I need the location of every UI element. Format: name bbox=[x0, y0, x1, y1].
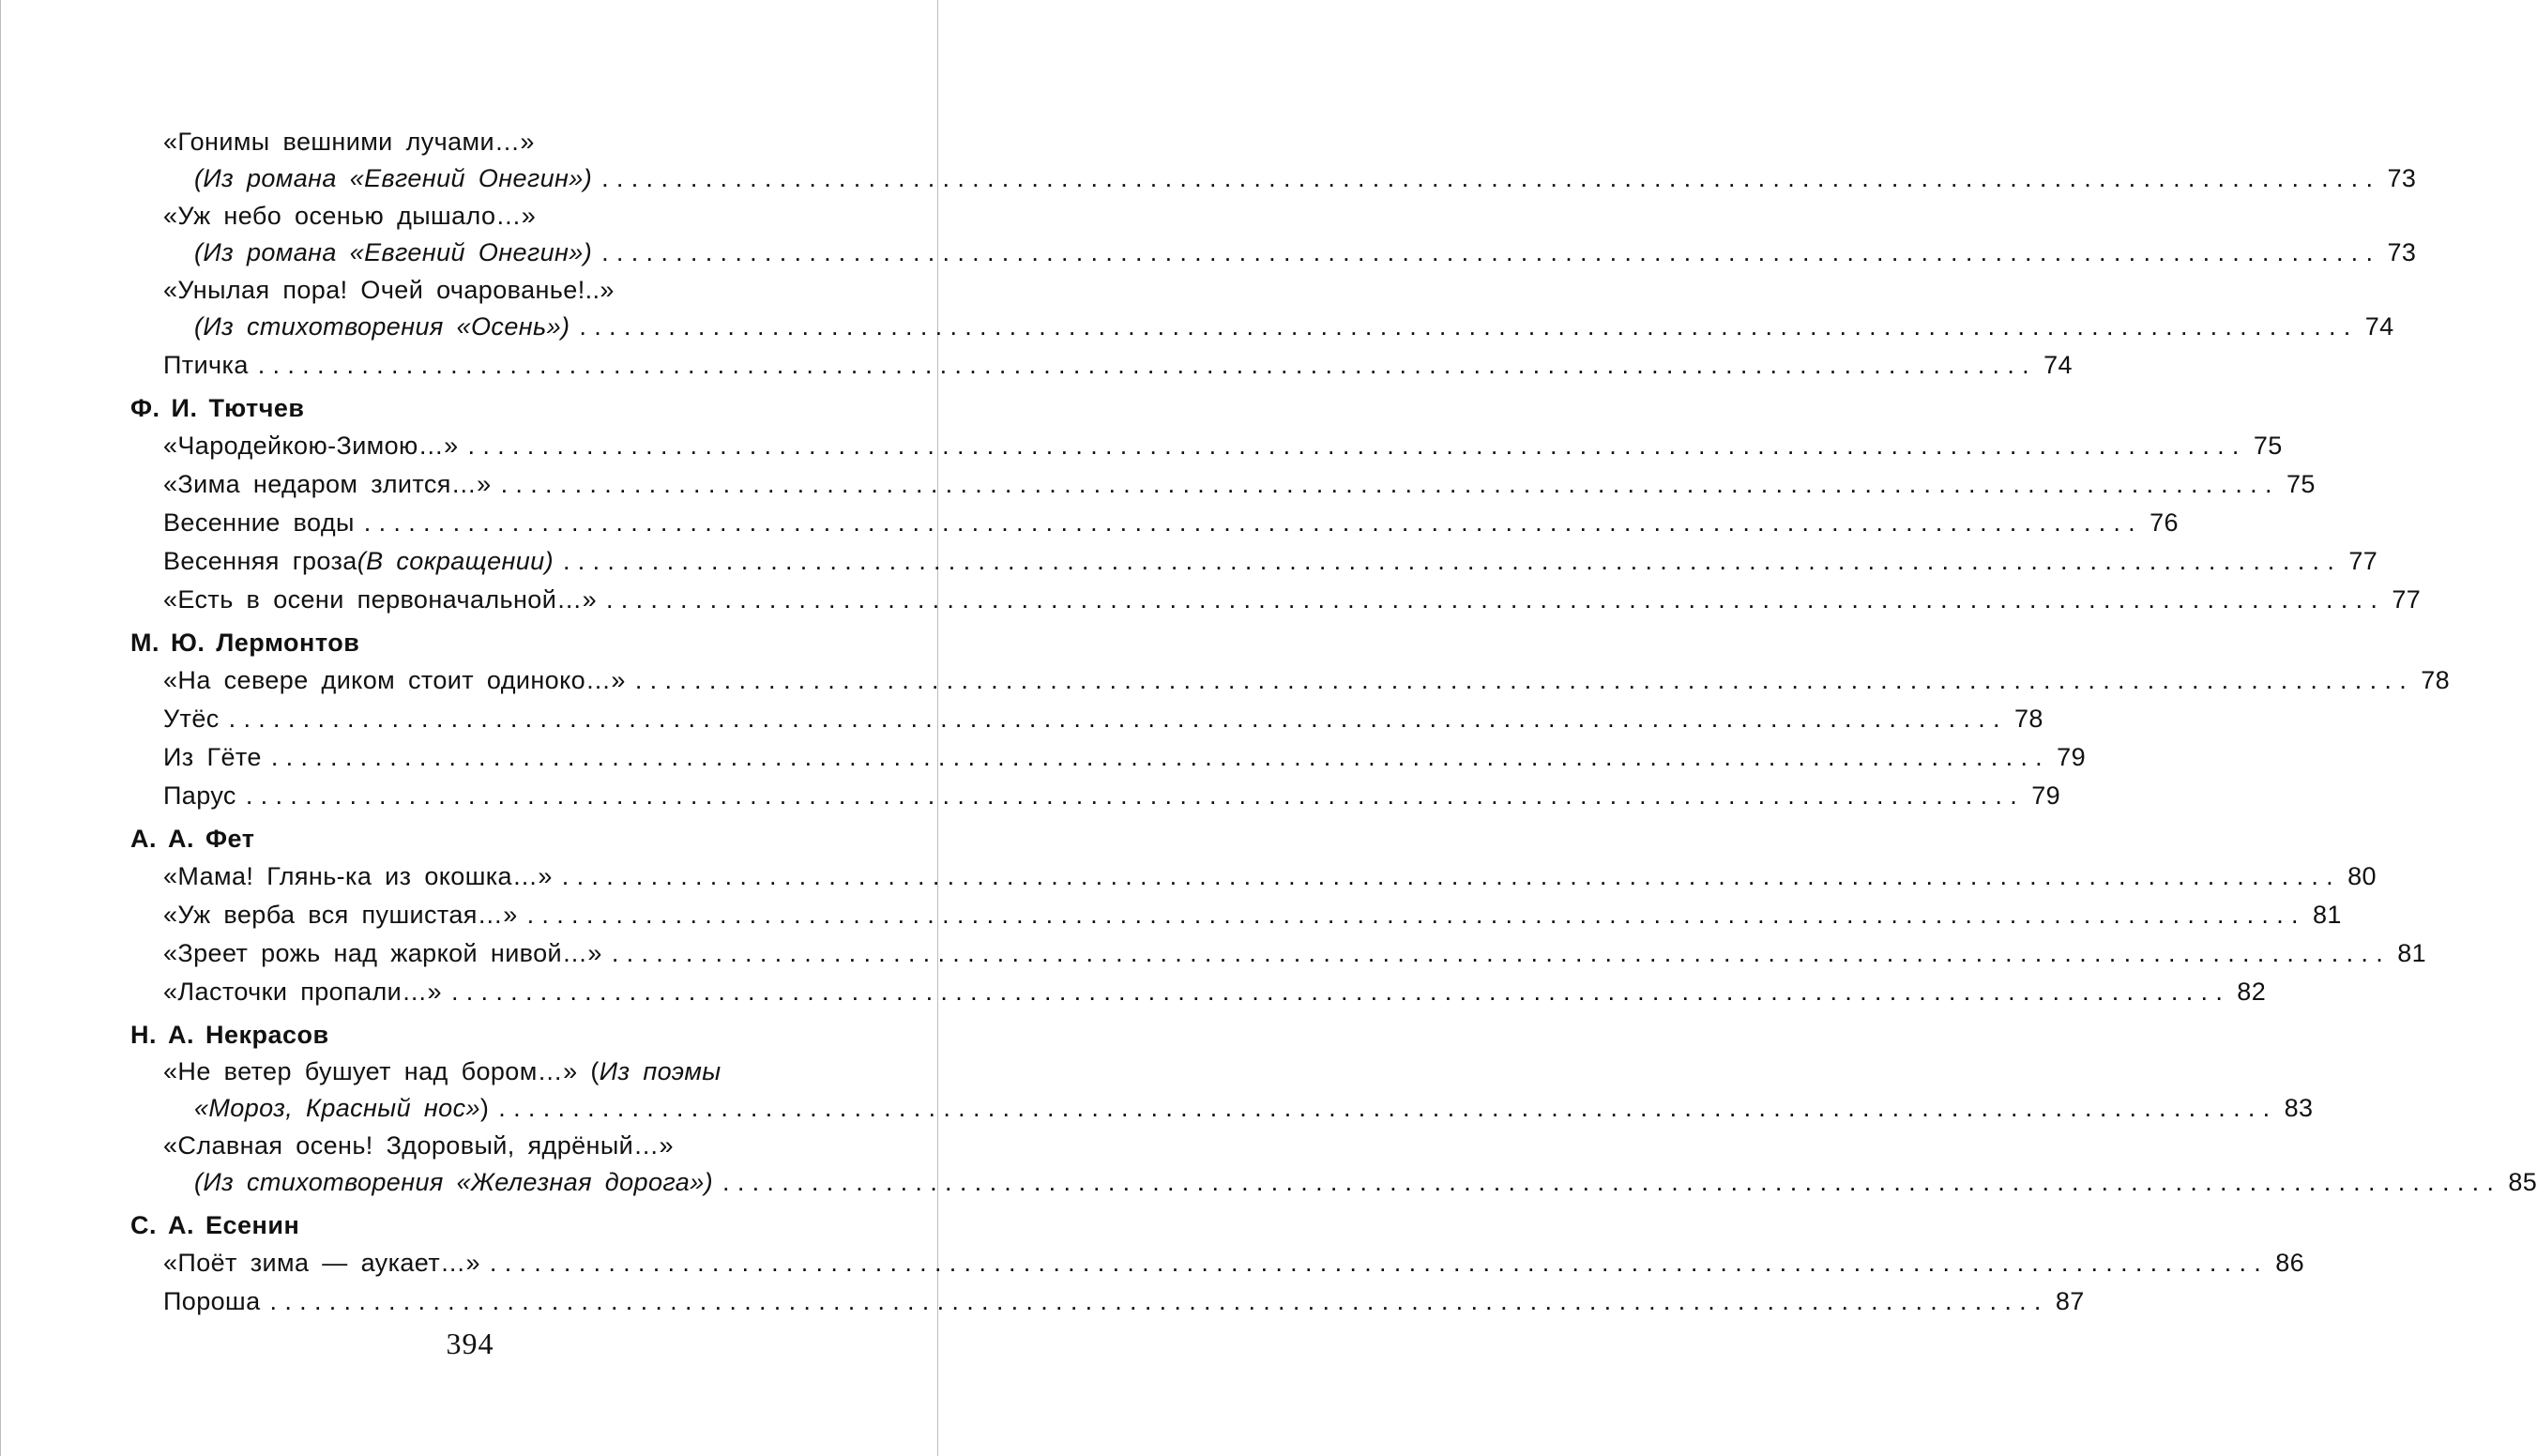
entry-note-text: (Из романа «Евгений Онегин») bbox=[194, 238, 593, 266]
dot-leader: ........................................................................................................................ bbox=[606, 585, 2386, 614]
entry-line bbox=[163, 777, 2061, 814]
entry-line bbox=[163, 1163, 2537, 1201]
entry-line bbox=[163, 738, 2086, 776]
entry-page-number: 81 bbox=[2312, 901, 2342, 929]
entry-note-text: (Из романа «Евгений Онегин») bbox=[194, 164, 593, 192]
entry-first-line bbox=[163, 1128, 843, 1163]
entry-line bbox=[163, 973, 2267, 1010]
entry-first-line bbox=[163, 1054, 843, 1089]
entry-title-text: Парус bbox=[163, 781, 236, 810]
toc-entry[interactable] bbox=[163, 896, 2342, 933]
toc-entry[interactable] bbox=[163, 857, 2377, 895]
dot-leader: ........................................................................................................................ bbox=[526, 901, 2306, 929]
entry-title-text: Птичка bbox=[163, 351, 249, 379]
toc-entry[interactable] bbox=[163, 661, 2451, 699]
toc-entry[interactable] bbox=[163, 124, 2417, 197]
entry-title-text: Из Гёте bbox=[163, 743, 262, 771]
dot-leader: ........................................................................................................................ bbox=[450, 978, 2231, 1006]
entry-page-number: 79 bbox=[2057, 743, 2086, 771]
entry-line bbox=[163, 346, 2073, 384]
entry-title-text: «Не ветер бушует над бором…» ( bbox=[163, 1057, 600, 1085]
dot-leader: ........................................................................................................................ bbox=[489, 1249, 2270, 1277]
entry-note-text: Из поэмы bbox=[599, 1057, 722, 1085]
toc-entry[interactable] bbox=[163, 504, 2179, 541]
toc-entry[interactable] bbox=[163, 1054, 2314, 1127]
entry-title-text: «Поёт зима — аукает…» bbox=[163, 1249, 480, 1277]
entry-title-text: «Зреет рожь над жаркой нивой…» bbox=[163, 939, 602, 967]
entry-page-number: 83 bbox=[2284, 1094, 2314, 1122]
entry-page-number: 86 bbox=[2275, 1249, 2305, 1277]
entry-title-text: Весенние воды bbox=[163, 508, 355, 537]
toc-entry[interactable] bbox=[163, 738, 2086, 776]
toc-entry[interactable] bbox=[163, 427, 2283, 464]
entry-page-number: 73 bbox=[2387, 164, 2417, 192]
author-heading: Ф. И. Тютчев bbox=[130, 394, 305, 422]
toc-entry[interactable] bbox=[163, 973, 2267, 1010]
entry-title-text: «Есть в осени первоначальной…» bbox=[163, 585, 597, 614]
entry-page-number: 77 bbox=[2348, 547, 2378, 575]
entry-page-number: 79 bbox=[2031, 781, 2061, 810]
dot-leader: ........................................................................................................................ bbox=[270, 743, 2050, 771]
dot-leader: ........................................................................................................................ bbox=[601, 164, 2381, 192]
entry-page-number: 85 bbox=[2508, 1168, 2537, 1196]
entry-note-text: (В сокращении) bbox=[357, 547, 554, 575]
entry-page-number: 78 bbox=[2013, 705, 2043, 733]
entry-title-text: «Зима недаром злится…» bbox=[163, 470, 492, 498]
dot-leader: ........................................................................................................................ bbox=[498, 1094, 2278, 1122]
toc-entry[interactable] bbox=[163, 542, 2378, 580]
entry-line bbox=[163, 700, 2043, 737]
toc-entry[interactable] bbox=[163, 198, 2417, 271]
entry-title-text: «На севере диком стоит одиноко…» bbox=[163, 666, 626, 694]
dot-leader: ........................................................................................................................ bbox=[611, 939, 2392, 967]
table-of-contents bbox=[130, 124, 2537, 1321]
entry-note-text: (Из стихотворения «Железная дорога») bbox=[194, 1168, 714, 1196]
entry-title-text: «Славная осень! Здоровый, ядрёный…» bbox=[163, 1131, 674, 1160]
entry-line bbox=[163, 896, 2342, 933]
toc-entry[interactable] bbox=[163, 1128, 2537, 1201]
entry-title-text: «Ласточки пропали…» bbox=[163, 978, 442, 1006]
dot-leader: ........................................................................................................................ bbox=[257, 351, 2037, 379]
entry-line bbox=[163, 857, 2377, 895]
entry-note-text: (Из стихотворения «Осень») bbox=[194, 312, 570, 341]
entry-title-text: Весенняя гроза bbox=[163, 547, 357, 575]
entry-page-number: 74 bbox=[2043, 351, 2073, 379]
entry-note-text: «Мороз, Красный нос» bbox=[194, 1094, 480, 1122]
dot-leader: ........................................................................................................................ bbox=[562, 547, 2343, 575]
entry-line bbox=[163, 661, 2451, 699]
dot-leader: ........................................................................................................................ bbox=[561, 862, 2341, 890]
dot-leader: ........................................................................................................................ bbox=[634, 666, 2415, 694]
entry-line bbox=[163, 542, 2378, 580]
entry-page-number: 77 bbox=[2392, 585, 2422, 614]
toc-entry[interactable] bbox=[163, 581, 2422, 618]
dot-leader: ........................................................................................................................ bbox=[579, 312, 2359, 341]
entry-title-text: Пороша bbox=[163, 1287, 261, 1315]
author-heading: А. А. Фет bbox=[130, 825, 255, 853]
toc-entry[interactable] bbox=[163, 777, 2061, 814]
author-heading: М. Ю. Лермонтов bbox=[130, 629, 360, 657]
dot-leader: ........................................................................................................................ bbox=[269, 1287, 2049, 1315]
dot-leader: ........................................................................................................................ bbox=[363, 508, 2143, 537]
page-number: 394 bbox=[446, 1327, 494, 1360]
toc-entry[interactable] bbox=[163, 934, 2427, 972]
toc-entry[interactable] bbox=[163, 346, 2073, 384]
toc-entry[interactable] bbox=[163, 1244, 2305, 1282]
author-heading: С. А. Есенин bbox=[130, 1211, 300, 1239]
entry-title-text: «Мама! Глянь-ка из окошка…» bbox=[163, 862, 553, 890]
entry-title-text: «Гонимы вешними лучами…» bbox=[163, 128, 535, 156]
entry-line bbox=[163, 581, 2422, 618]
entry-page-number: 76 bbox=[2150, 508, 2179, 537]
entry-line bbox=[163, 159, 2417, 197]
entry-page-number: 81 bbox=[2397, 939, 2427, 967]
toc-entry[interactable] bbox=[163, 1282, 2085, 1320]
entry-line bbox=[163, 427, 2283, 464]
entry-first-line bbox=[163, 198, 843, 234]
entry-title-text: ) bbox=[479, 1094, 490, 1122]
entry-page-number: 74 bbox=[2364, 312, 2394, 341]
entry-line bbox=[163, 308, 2394, 345]
dot-leader: ........................................................................................................................ bbox=[722, 1168, 2502, 1196]
author-heading: Н. А. Некрасов bbox=[130, 1021, 329, 1049]
entry-line bbox=[163, 1089, 2314, 1127]
dot-leader: ........................................................................................................................ bbox=[245, 781, 2026, 810]
entry-title-text: Утёс bbox=[163, 705, 220, 733]
dot-leader: ........................................................................................................................ bbox=[228, 705, 2008, 733]
entry-page-number: 82 bbox=[2237, 978, 2267, 1006]
toc-entry[interactable] bbox=[163, 700, 2043, 737]
entry-title-text: «Уж небо осенью дышало…» bbox=[163, 202, 537, 230]
entry-line bbox=[163, 1244, 2305, 1282]
entry-first-line bbox=[163, 124, 843, 159]
dot-leader: ........................................................................................................................ bbox=[601, 238, 2381, 266]
entry-title-text: «Унылая пора! Очей очарованье!..» bbox=[163, 276, 615, 304]
toc-entry[interactable] bbox=[163, 272, 2394, 345]
dot-leader: ........................................................................................................................ bbox=[500, 470, 2280, 498]
entry-line bbox=[163, 934, 2427, 972]
entry-title-text: «Уж верба вся пушистая…» bbox=[163, 901, 518, 929]
entry-page-number: 78 bbox=[2421, 666, 2451, 694]
entry-title-text: «Чародейкою-Зимою…» bbox=[163, 432, 459, 460]
entry-page-number: 87 bbox=[2055, 1287, 2085, 1315]
entry-line bbox=[163, 234, 2417, 271]
entry-page-number: 80 bbox=[2347, 862, 2377, 890]
entry-line bbox=[163, 504, 2179, 541]
dot-leader: ........................................................................................................................ bbox=[467, 432, 2247, 460]
entry-line bbox=[163, 465, 2316, 503]
entry-page-number: 75 bbox=[2253, 432, 2283, 460]
entry-first-line bbox=[163, 272, 843, 308]
toc-entry[interactable] bbox=[163, 465, 2316, 503]
entry-line bbox=[163, 1282, 2085, 1320]
entry-page-number: 75 bbox=[2286, 470, 2316, 498]
entry-page-number: 73 bbox=[2387, 238, 2417, 266]
